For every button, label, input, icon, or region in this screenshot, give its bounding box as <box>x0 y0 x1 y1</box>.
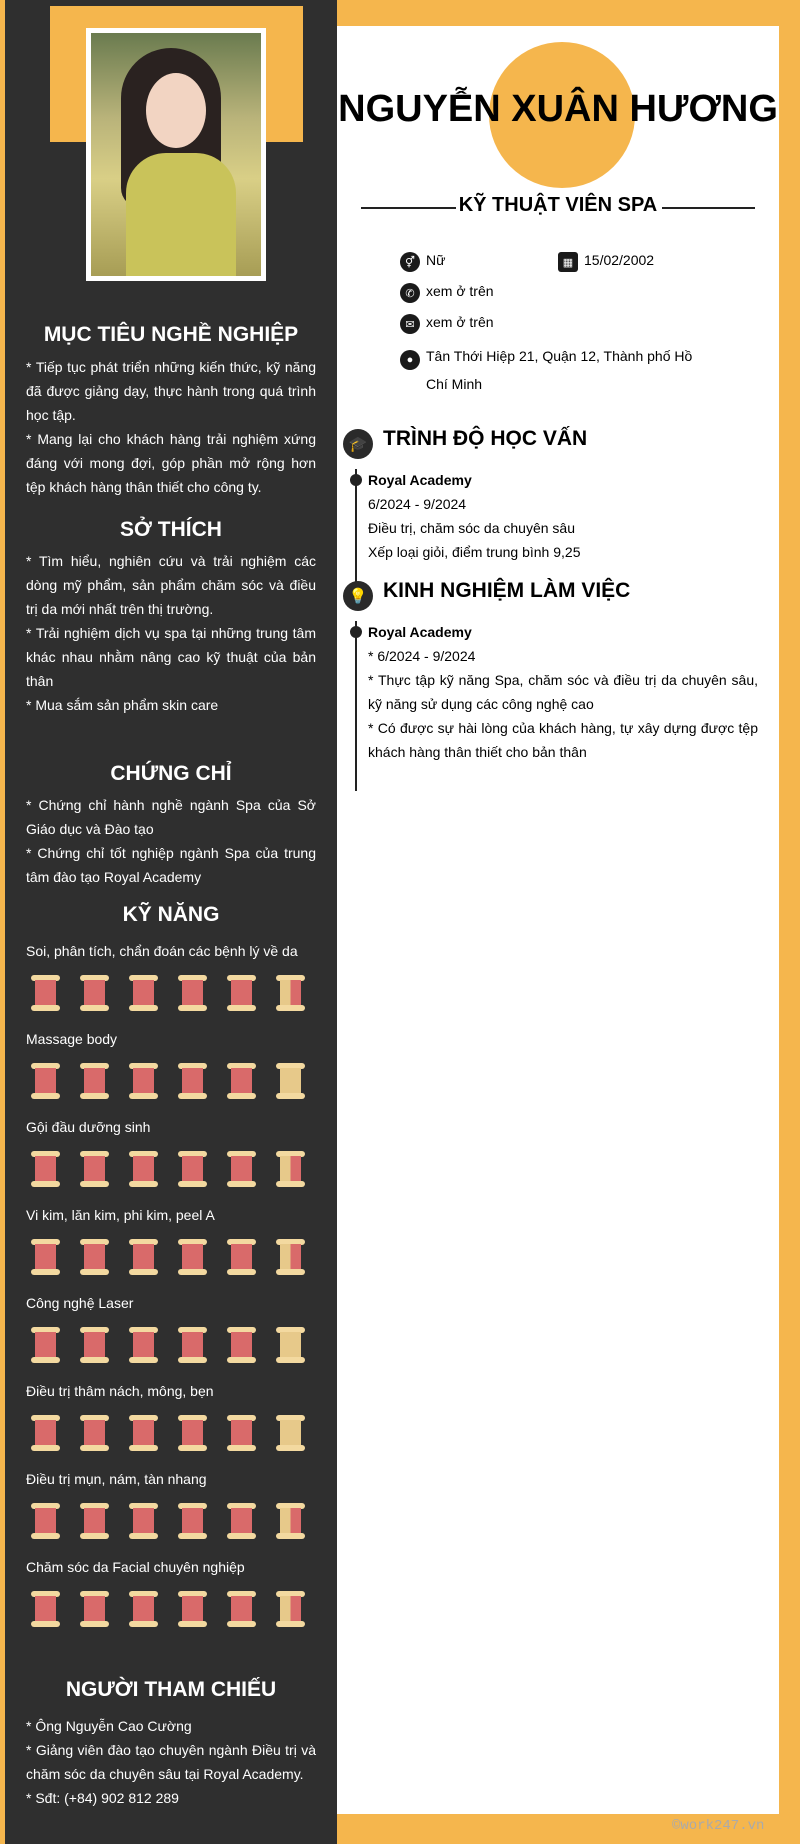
skill-label: Vi kim, lăn kim, phi kim, peel A <box>26 1207 215 1223</box>
spool-icon <box>178 1063 207 1099</box>
lightbulb-icon: 💡 <box>343 581 373 611</box>
experience-heading: KINH NGHIỆM LÀM VIỆC <box>383 579 631 602</box>
phone-row <box>400 283 494 303</box>
reference-heading: NGƯỜI THAM CHIẾU <box>65 1678 277 1701</box>
skill-rating <box>31 1327 305 1363</box>
spool-icon <box>276 1415 305 1451</box>
skill-label: Massage body <box>26 1031 118 1047</box>
spool-icon <box>276 1239 305 1275</box>
main-content <box>337 26 779 1814</box>
education-heading: TRÌNH ĐỘ HỌC VẤN <box>383 427 588 450</box>
spool-icon <box>227 1151 256 1187</box>
spool-icon <box>178 975 207 1011</box>
spool-icon <box>178 1503 207 1539</box>
objective-heading: MỤC TIÊU NGHỀ NGHIỆP <box>43 323 299 346</box>
skill-rating <box>31 1063 305 1099</box>
spool-icon <box>31 1415 60 1451</box>
hobbies-text-3: * Mua sắm sản phẩm skin care <box>26 697 219 713</box>
spool-icon <box>276 1591 305 1627</box>
gender-value: Nữ <box>426 252 446 268</box>
spool-icon <box>80 1327 109 1363</box>
phone-icon: ✆ <box>400 283 420 303</box>
spool-icon <box>80 1591 109 1627</box>
spool-icon <box>178 1151 207 1187</box>
gender-row <box>400 252 445 272</box>
reference-text-1: * Ông Nguyễn Cao Cường <box>26 1718 192 1734</box>
email-value: xem ở trên <box>426 314 494 330</box>
address-row <box>400 346 700 398</box>
spool-icon <box>227 1503 256 1539</box>
skill-label: Soi, phân tích, chẩn đoán các bệnh lý về da <box>26 943 298 959</box>
job-title: KỸ THUẬT VIÊN SPA <box>458 194 658 216</box>
spool-icon <box>227 1063 256 1099</box>
education-period: 6/2024 - 9/2024 <box>368 496 467 512</box>
experience-period: * 6/2024 - 9/2024 <box>368 648 476 664</box>
phone-value: xem ở trên <box>426 283 494 299</box>
education-timeline <box>355 469 357 589</box>
spool-icon <box>178 1415 207 1451</box>
education-dot <box>350 474 362 486</box>
skill-rating <box>31 1415 305 1451</box>
spool-icon <box>227 1415 256 1451</box>
spool-icon <box>178 1239 207 1275</box>
experience-company: Royal Academy <box>368 624 472 640</box>
experience-text-2: * Có được sự hài lòng của khách hàng, tự xây dựng được tệp khách hàng thân thiết cho bản thân <box>368 720 758 760</box>
education-grade: Xếp loại giỏi, điểm trung bình 9,25 <box>368 544 581 560</box>
skill-rating <box>31 1151 305 1187</box>
spool-icon <box>276 975 305 1011</box>
spool-icon <box>129 1327 158 1363</box>
spool-icon <box>129 1503 158 1539</box>
spool-icon <box>31 1503 60 1539</box>
skill-rating <box>31 1239 305 1275</box>
skill-label: Gội đầu dưỡng sinh <box>26 1119 151 1135</box>
education-school: Royal Academy <box>368 472 472 488</box>
spool-icon <box>129 1415 158 1451</box>
reference-text-3: * Sđt: (+84) 902 812 289 <box>26 1790 179 1806</box>
spool-icon <box>276 1063 305 1099</box>
spool-icon <box>31 1151 60 1187</box>
skill-rating <box>31 1503 305 1539</box>
experience-text-1: * Thực tập kỹ năng Spa, chăm sóc và điều trị da chuyên sâu, kỹ năng sử dụng các công nghệ cao <box>368 672 758 712</box>
spool-icon <box>31 975 60 1011</box>
spool-icon <box>129 1591 158 1627</box>
spool-icon <box>276 1151 305 1187</box>
skills-heading: KỸ NĂNG <box>122 903 220 926</box>
spool-icon <box>276 1327 305 1363</box>
spool-icon <box>227 1239 256 1275</box>
reference-text-2: * Giảng viên đào tạo chuyên ngành Điều trị và chăm sóc da chuyên sâu tại Royal Academy. <box>26 1742 316 1782</box>
skill-label: Công nghệ Laser <box>26 1295 134 1311</box>
hobbies-heading: SỞ THÍCH <box>120 518 222 541</box>
spool-icon <box>129 1151 158 1187</box>
experience-timeline <box>355 621 357 791</box>
certificates-text-2: * Chứng chỉ tốt nghiệp ngành Spa của trung tâm đào tạo Royal Academy <box>26 845 316 885</box>
skill-label: Chăm sóc da Facial chuyên nghiệp <box>26 1559 245 1575</box>
spool-icon <box>178 1591 207 1627</box>
avatar <box>86 28 266 281</box>
certificates-text-1: * Chứng chỉ hành nghề ngành Spa của Sở Giáo dục và Đào tạo <box>26 797 316 837</box>
spool-icon <box>31 1239 60 1275</box>
education-major: Điều trị, chăm sóc da chuyên sâu <box>368 520 575 536</box>
location-icon: ● <box>400 350 420 370</box>
hobbies-text-1: * Tìm hiểu, nghiên cứu và trải nghiệm các dòng mỹ phẩm, sản phẩm chăm sóc và điều trị da mới nhất trên thị trường. <box>26 553 316 617</box>
skill-rating <box>31 975 305 1011</box>
graduation-cap-icon: 🎓 <box>343 429 373 459</box>
spool-icon <box>31 1327 60 1363</box>
spool-icon <box>178 1327 207 1363</box>
spool-icon <box>80 1063 109 1099</box>
spool-icon <box>80 1239 109 1275</box>
spool-icon <box>80 1503 109 1539</box>
spool-icon <box>227 975 256 1011</box>
mail-icon: ✉ <box>400 314 420 334</box>
spool-icon <box>129 1239 158 1275</box>
spool-icon <box>31 1591 60 1627</box>
spool-icon <box>80 975 109 1011</box>
hobbies-text-2: * Trải nghiệm dịch vụ spa tại những trung tâm khác nhau nhằm nâng cao kỹ thuật của bản thân <box>26 625 316 689</box>
sidebar <box>5 0 337 1844</box>
spool-icon <box>227 1327 256 1363</box>
skill-label: Điều trị mụn, nám, tàn nhang <box>26 1471 207 1487</box>
skill-rating <box>31 1591 305 1627</box>
cake-icon: ▦ <box>558 252 578 272</box>
spool-icon <box>80 1151 109 1187</box>
experience-dot <box>350 626 362 638</box>
spool-icon <box>129 975 158 1011</box>
full-name: NGUYỄN XUÂN HƯƠNG <box>338 88 778 130</box>
spool-icon <box>276 1503 305 1539</box>
spool-icon <box>31 1063 60 1099</box>
birthday-row <box>558 252 654 272</box>
address-value: Tân Thới Hiệp 21, Quận 12, Thành phố Hồ Chí Minh <box>426 348 693 392</box>
spool-icon <box>129 1063 158 1099</box>
objective-text-1: * Tiếp tục phát triển những kiến thức, kỹ năng đã được giảng dạy, thực hành trong quá trình học tập. <box>26 359 316 423</box>
skill-label: Điều trị thâm nách, mông, bẹn <box>26 1383 214 1399</box>
certificates-heading: CHỨNG CHỈ <box>110 762 232 785</box>
birthday-value: 15/02/2002 <box>584 252 655 268</box>
spool-icon <box>227 1591 256 1627</box>
watermark: ©work247.vn <box>672 1818 765 1834</box>
spool-icon <box>80 1415 109 1451</box>
objective-text-2: * Mang lại cho khách hàng trải nghiệm xứng đáng với mong đợi, góp phần mở rộng hơn tệp khách hàng thân thiết cho công ty. <box>26 431 316 495</box>
email-row <box>400 314 494 334</box>
gender-icon: ⚥ <box>400 252 420 272</box>
